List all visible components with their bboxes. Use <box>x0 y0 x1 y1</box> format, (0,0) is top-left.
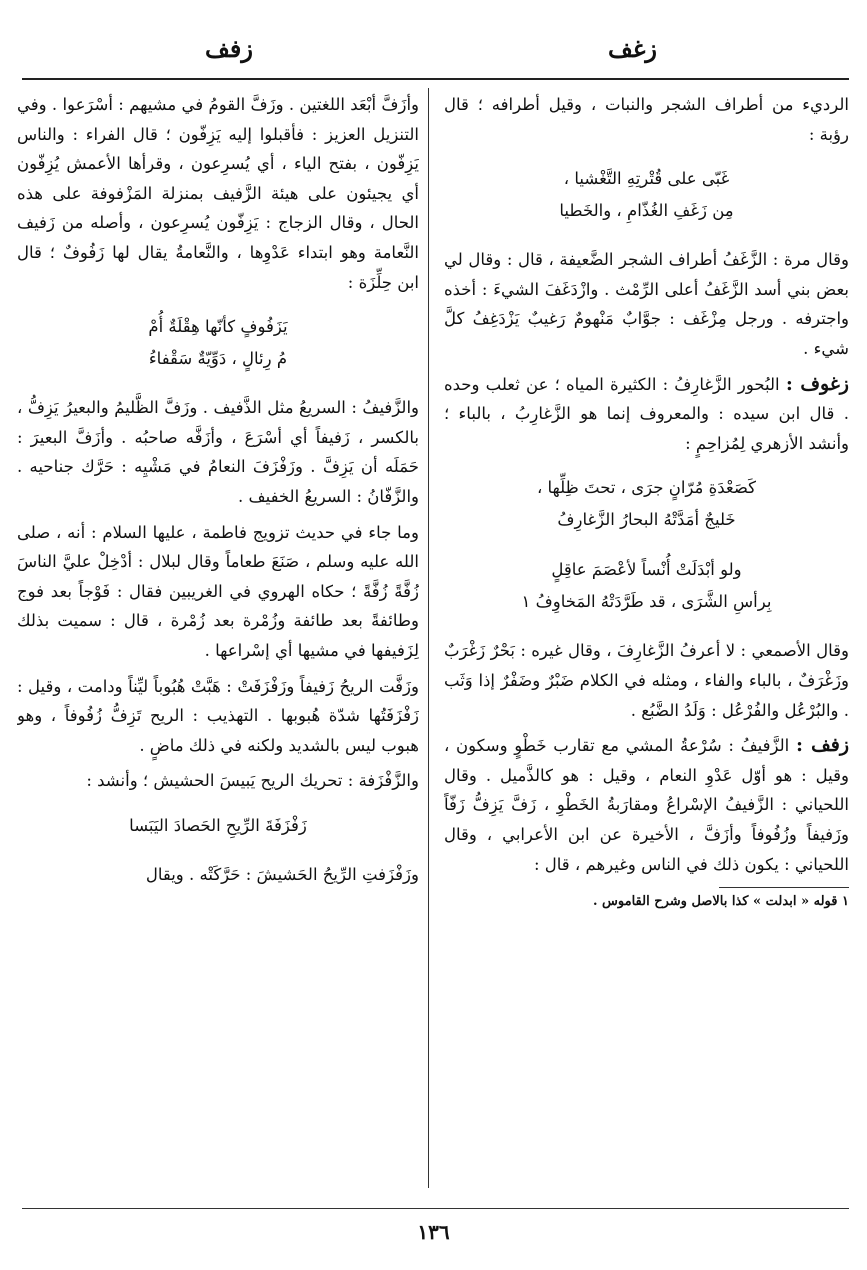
verse-block <box>444 163 849 227</box>
verse-block <box>444 472 849 536</box>
entry-headword: زغوف : <box>785 372 849 395</box>
paragraph: وزَفْزَفتِ الرِّيحُ الحَشيشَ : حَرَّكَتْه . ويقال <box>145 864 419 884</box>
verse-line: مُ رِئالٍ ، دَوِّيّةٌ سَقْفاءُ <box>148 349 288 369</box>
paragraph: وقال الأصمعي : لا أعرفُ الزَّغارِفَ ، وقال غيره : بَحْرٌ زَغْرَبٌ وزَغْرَفٌ ، بالباء والفاء ، ومثله في الكلام ضَبْرٌ وضَفْرٌ إذا وَثَب . والبُرْعُل والفُرْعُل : وَلَدُ الضَّبُع . <box>444 641 849 720</box>
right-column <box>444 90 849 1195</box>
paragraph: وأزَفَّ أبْعَد اللغتين . وزَفَّ القومُ في مشيهم : أسْرَعوا . وفي التنزيل العزيز : فأقبلوا إليه يَزِفّون ؛ قال الفراء : والناس يَزِفّون ، بفتح الياء ، أي يُسرِعون ، وقرأها الأعمش يُزِفّون أي يجيئون على هيئة الزَّفيف بمنزلة المَزْفوفة على هذه الحال ، وقال الزجاج : يَزِفّون يُسرِعون ، وأصله من زَفيف النَّعامة وهو ابتداء عَدْوِها ، والنَّعامةُ يقال لها زَفُوفٌ ؛ قال ابن حِلِّزَة : <box>17 95 419 292</box>
dictionary-entry <box>444 370 849 459</box>
left-column <box>17 90 419 1195</box>
paragraph: الرديء من أطراف الشجر والنبات ، وقيل أطرافه ؛ قال رؤبة : <box>444 95 849 144</box>
header-rule <box>22 78 849 80</box>
footer-rule <box>22 1208 849 1209</box>
verse-line: مِن زَغَفِ الغُذّامِ ، والخَطيا <box>559 201 734 221</box>
footnote-rule <box>719 887 849 888</box>
paragraph: والزَّفْزَفة : تحريك الريح يَبيسَ الحشيش ؛ وأنشد : <box>86 771 419 791</box>
verse-block <box>17 810 419 842</box>
dictionary-entry <box>444 731 849 879</box>
verse-line: غَبّى على قُتْرتِهِ التَّغْشيا ، <box>563 169 730 189</box>
running-header-left: زفف <box>205 34 253 63</box>
verse-line: خَليجٌ أمَدَّتْهُ البحارُ الزَّغارِفُ <box>557 510 736 530</box>
verse-block <box>444 554 849 618</box>
page-number: ١٣٦ <box>417 1220 450 1244</box>
running-header-right: زغف <box>608 34 657 63</box>
verse-line: كَصَعْدَةِ مُرّانٍ جرَى ، تحتَ ظِلِّها ، <box>536 478 757 498</box>
footnote: ١ قوله « ابدلت » كذا بالاصل وشرح القاموس . <box>592 894 849 910</box>
entry-text: البُحور الزَّغارِفُ : الكثيرة المياه ؛ عن ثعلب وحده . قال ابن سيده : والمعروف إنما هو الزَّغارِبُ ، بالباء ؛ وأنشد الأزهري لِمُزاحِمٍ : <box>444 374 849 453</box>
paragraph: وقال مرة : الزَّغَفُ أطراف الشجر الضَّعيفة ، قال : وقال لي بعض بني أسد الزَّغَفُ أعلى الرِّمْث . وازْدَغَفَ الشيءَ : أخذه واجترفه . ورجل مِزْغَف : جوَّابٌ مَنْهومٌ رَغيبٌ يَزْدَغِفُ كلَّ شيء . <box>444 250 849 358</box>
column-divider <box>428 88 429 1188</box>
verse-line: ولو أبْدَلَتْ أُنْساً لأعْصَمَ عاقِلٍ <box>551 560 742 580</box>
entry-headword: زفف : <box>795 734 849 757</box>
verse-line: زَفْزَفَةَ الرِّيحِ الحَصادَ اليَبَسا <box>129 815 307 835</box>
paragraph: وما جاء في حديث تزويج فاطمة ، عليها السلام : أنه ، صلى الله عليه وسلم ، صَنَعَ طعاماً وقال لبلال : أدْخِلْ عليَّ الناسَ زُفَّةً زُفَّةً ؛ حكاه الهروي في الغريبين فقال : فَوْجاً بعد فوج وطائفةً بعد طائفة وزُمْرة بعد زُمْرة ، قال : سميت بذلك لِزَفيفها في مشيها أي إسْراعها . <box>17 522 419 660</box>
entry-text: الزَّفيفُ : سُرْعةُ المشي مع تقارب خَطْوٍ وسكون ، وقيل : هو أوّل عَدْوِ النعام ، وقيل : هو كالذَّميل . وقال اللحياني : الزَّفيفُ الإسْراعُ ومقارَبةُ الخَطْوِ ، زَفَّ يَزِفُّ زَفّاً وزَفيفاً وزُفُوفاً وأزَفَّ ، الأخيرة عن ابن الأعرابي ، وقال اللحياني : يكون ذلك في الناس وغيرهم ، قال : <box>444 736 849 874</box>
verse-block <box>17 311 419 375</box>
paragraph: وزَفَّت الريحُ زَفيفاً وزَفْزَفَتْ : هَبَّتْ هُبُوباً ليِّناً ودامت ، وقيل : زَفْزَفَتُها شدّة هُبوبها . التهذيب : الريح تَزِفُّ زُفُوفاً ، وهو هبوب ليس بالشديد ولكنه في ذلك ماضٍ . <box>17 676 419 755</box>
paragraph: والزَّفيفُ : السريعُ مثل الذَّفيف . وزَفَّ الظَّليمُ والبعيرُ يَزِفُّ ، بالكسر ، زَفيفاً أي أسْرَعَ ، وأزَفَّه صاحبُه . وأزَفَّ البعيرَ : حَمَلَه أن يَزِفَّ . وزَفْزَفَ النعامُ في مَشْيِه : حَرَّك جناحيه . والزَّفّانُ : السريعُ الخفيف . <box>17 398 419 506</box>
verse-line: بِرأسِ الشَّرَى ، قد طَرَّدَتْهُ المَخاوِفُ ١ <box>521 592 772 612</box>
verse-line: يَزَفُوفٍ كأنّها هِقْلَةٌ أُمْ <box>148 317 288 337</box>
